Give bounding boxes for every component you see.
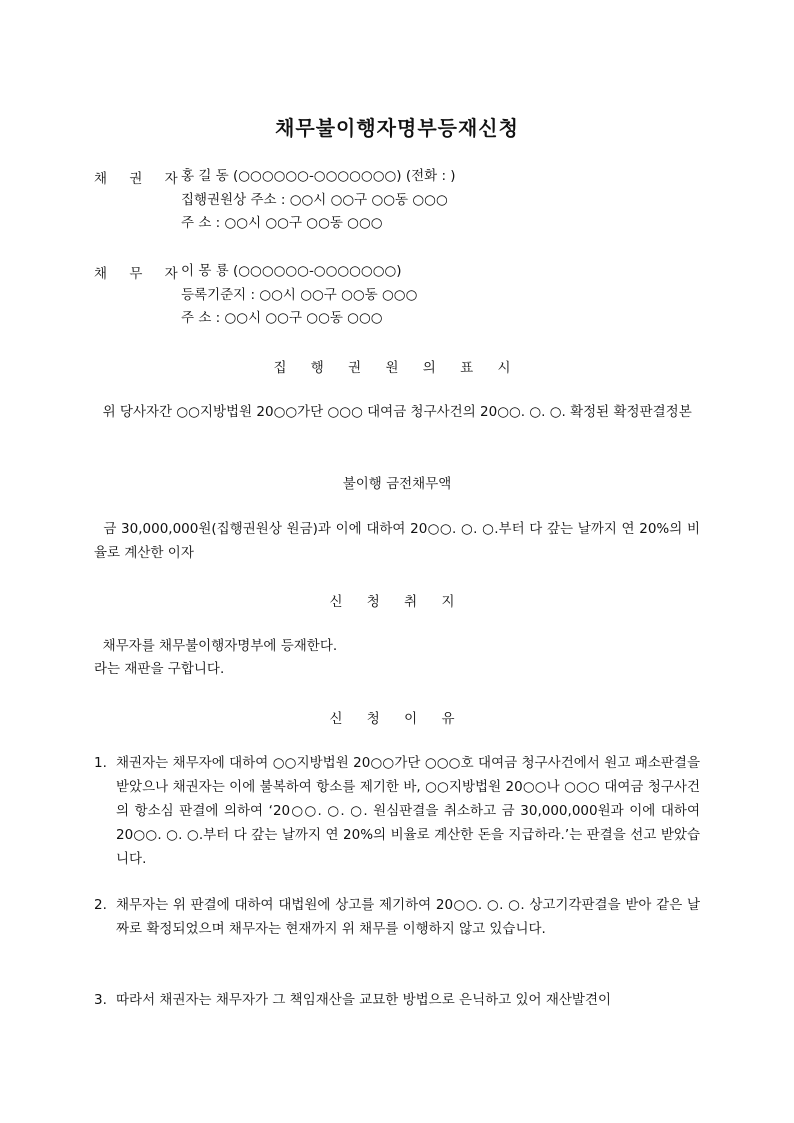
purpose-heading: 신 청 취 지 — [329, 594, 465, 610]
creditor-name-line: 홍 길 동 (○○○○○○-○○○○○○○) (전화 : ) — [181, 168, 456, 184]
debtor-address: 주 소 : ○○시 ○○구 ○○동 ○○○ — [181, 310, 383, 326]
creditor-address: 주 소 : ○○시 ○○구 ○○동 ○○○ — [181, 215, 383, 231]
purpose-line-2: 라는 재판을 구합니다. — [94, 661, 225, 677]
creditor-exec-address: 집행권원상 주소 : ○○시 ○○구 ○○동 ○○○ — [181, 192, 448, 208]
debtor-label: 채 무 자 — [94, 266, 187, 282]
reason-item-text: 채무자는 위 판결에 대하여 대법원에 상고를 제기하여 20○○. ○. ○. 상고기각판결을 받아 같은 날짜로 확정되었으며 채무자는 현재까지 위 채무를 이행하지 않고 있습니다. — [116, 897, 700, 937]
reason-item-text: 채권자는 채무자에 대하여 ○○지방법원 20○○가단 ○○○호 대여금 청구사건에서 원고 패소판결을 받았으나 채권자는 이에 불복하여 항소를 제기한 바, ○○지방법원 20○○나 ○○○ 대여금 청구사건의 항소심 판결에 의하여 ‘20○○. ○. ○. 원심판결을 취소하고 금 30,000,000원과 이에 대하여 20○○. ○. ○.부터 다 갚는 날까지 연 20%의 비율로 계산한 돈을 지급하라.’는 판결을 선고 받았습니다. — [116, 755, 700, 867]
purpose-line-1: 채무자를 채무불이행자명부에 등재한다. — [94, 638, 338, 654]
unpaid-debt-heading: 불이행 금전채무액 — [342, 476, 452, 492]
reason-item — [94, 988, 700, 1012]
reason-item-text: 따라서 채권자는 채무자가 그 책임재산을 교묘한 방법으로 은닉하고 있어 재산발견이 — [116, 992, 612, 1008]
reason-item — [94, 751, 700, 871]
exec-title-heading: 집 행 권 원 의 표 시 — [273, 360, 521, 376]
exec-title-body: 위 당사자간 ○○지방법원 20○○가단 ○○○ 대여금 청구사건의 20○○. ○. ○. 확정된 확정판결정본 — [94, 404, 692, 420]
debtor-name-line: 이 몽 룡 (○○○○○○-○○○○○○○) — [181, 263, 402, 279]
reason-item-number: 3. — [94, 992, 107, 1008]
reason-item-number: 1. — [94, 755, 107, 771]
reason-item — [94, 893, 700, 941]
reason-heading: 신 청 이 유 — [329, 711, 465, 727]
creditor-label: 채 권 자 — [94, 171, 187, 187]
document-title: 채무불이행자명부등재신청 — [275, 116, 519, 140]
unpaid-debt-body: 금 30,000,000원(집행권원상 원금)과 이에 대하여 20○○. ○. ○.부터 다 갚는 날까지 연 20%의 비율로 계산한 이자 — [94, 521, 700, 561]
reason-item-number: 2. — [94, 897, 107, 913]
debtor-registry-address: 등록기준지 : ○○시 ○○구 ○○동 ○○○ — [181, 287, 418, 303]
